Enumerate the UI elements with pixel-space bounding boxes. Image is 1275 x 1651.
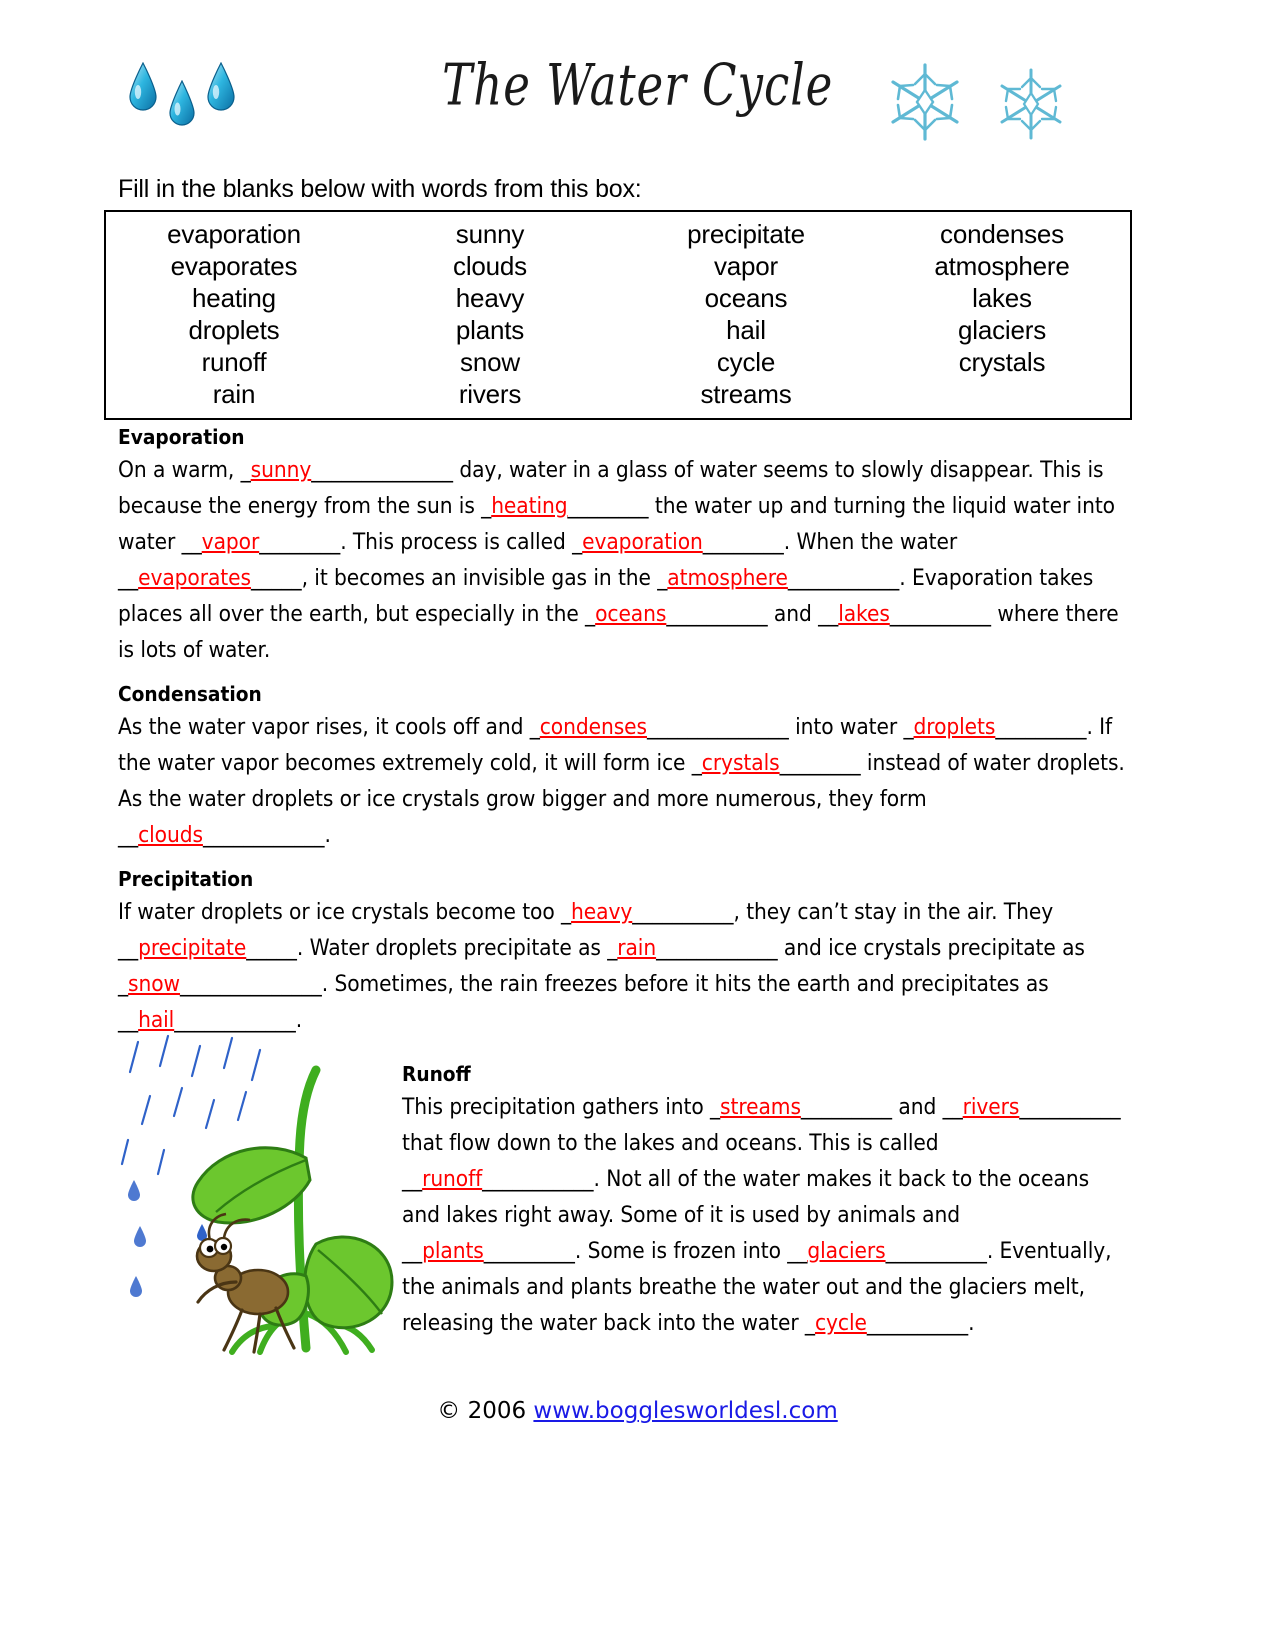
blank-lead-underscores: _ [560,899,572,925]
word-bank-item[interactable]: heating [192,283,276,313]
blank-lead-underscores: _ [529,714,540,740]
blank-line: __________ [1019,1094,1121,1120]
blank-answer[interactable]: snow [128,971,181,997]
blank-answer[interactable]: evaporation [582,529,703,555]
section-runoff [402,1062,1122,1341]
blank-answer[interactable]: evaporates [138,565,251,591]
blank-line: _____ [246,935,297,961]
paragraph-text: . [968,1310,975,1336]
blank-lead-underscores: __ [118,565,139,591]
word-bank-row [106,314,1130,346]
ant-under-leaf-in-rain-illustration [110,1030,400,1360]
fill-in-blank[interactable] [903,714,1086,740]
blank-line: ______________ [180,971,322,997]
blank-lead-underscores: _ [657,565,668,591]
blank-line: __________ [889,601,992,627]
paragraph-text: the water up and turning the liquid water into water [118,493,1115,555]
fill-in-blank[interactable] [805,1310,968,1336]
blank-answer[interactable]: atmosphere [667,565,788,591]
blank-lead-underscores: _ [481,493,492,519]
blank-line: ______________ [311,457,453,483]
paragraph-text: On a warm, [118,457,241,483]
paragraph-text: and [892,1094,943,1120]
blank-lead-underscores: __ [118,1007,139,1033]
blank-lead-underscores: __ [118,935,139,961]
paragraph-text: As the water vapor rises, it cools off and [118,714,530,740]
blank-answer[interactable]: heating [491,493,568,519]
blank-answer[interactable]: crystals [701,750,780,776]
page-title-text: The Water Cycle [441,51,834,120]
blank-line: ________ [779,750,861,776]
section-paragraph [118,894,1127,1038]
section-evaporation [118,425,1128,668]
word-bank-item[interactable]: runoff [201,347,267,377]
fill-in-blank[interactable] [402,1166,594,1192]
blank-lead-underscores: _ [804,1310,815,1336]
blank-lead-underscores: _ [607,935,618,961]
paragraph-text: instead of water droplets. As the water droplets or ice crystals grow bigger and more numerous, they form [118,750,1125,812]
word-bank-empty-cell [874,378,1130,410]
blank-line: ____________ [656,935,778,961]
blank-line: _________ [483,1238,575,1264]
word-bank-item[interactable]: droplets [188,315,280,345]
word-bank-item[interactable]: condenses [940,219,1064,249]
word-bank-item[interactable]: vapor [713,251,779,281]
blank-line: ___________ [482,1166,594,1192]
word-bank-item[interactable]: heavy [455,283,525,313]
blank-lead-underscores: __ [787,1238,808,1264]
footer [0,1398,1275,1424]
blank-line: ___________ [787,565,900,591]
fill-in-blank[interactable] [402,1238,575,1264]
word-bank-item[interactable]: evaporation [167,219,301,249]
blank-answer[interactable]: rivers [962,1094,1020,1120]
word-bank-item[interactable]: streams [700,379,792,409]
word-bank-item[interactable]: rain [212,379,256,409]
section-paragraph [118,452,1127,668]
section-paragraph [118,709,1127,853]
blank-line: ________ [259,529,341,555]
fill-in-blank[interactable] [118,822,324,848]
blank-line: __________ [885,1238,987,1264]
paragraph-text: into water [788,714,904,740]
blank-answer[interactable]: clouds [138,822,203,848]
paragraph-text: . If the water vapor becomes extremely cold, it will form ice [118,714,1113,776]
word-bank-item[interactable]: lakes [972,283,1032,313]
word-bank-row [106,378,1130,410]
blank-line: _________ [995,714,1087,740]
paragraph-text: . This process is called [340,529,573,555]
section-heading: Runoff [402,1062,471,1086]
paragraph-text: . Some is frozen into [574,1238,788,1264]
section-heading: Condensation [118,682,262,706]
fill-in-blank[interactable] [585,601,768,627]
fill-in-blank[interactable] [241,457,453,483]
word-bank-item[interactable]: glaciers [958,315,1046,345]
word-bank-item[interactable]: snow [460,347,520,377]
paragraph-text: . [324,822,331,848]
word-bank-row [106,218,1130,250]
fill-in-blank[interactable] [607,935,777,961]
paragraph-text: , they can’t stay in the air. They [733,899,1054,925]
word-bank-item[interactable]: hail [726,315,766,345]
blank-lead-underscores: _ [709,1094,721,1120]
paragraph-text: This precipitation gathers into [402,1094,710,1120]
word-bank-item[interactable]: evaporates [170,251,298,281]
word-bank-item[interactable]: rivers [458,379,522,409]
fill-in-blank[interactable] [561,899,734,925]
paragraph-text: , it becomes an invisible gas in the [301,565,658,591]
word-bank-item[interactable]: sunny [455,219,525,249]
blank-answer[interactable]: glaciers [807,1238,886,1264]
fill-in-blank[interactable] [182,529,341,555]
blank-answer[interactable]: streams [720,1094,801,1120]
instruction-text: Fill in the blanks below with words from this box: [118,175,642,203]
section-condensation [118,682,1128,853]
blank-lead-underscores: __ [942,1094,963,1120]
blank-line: ______________ [647,714,789,740]
blank-lead-underscores: _ [572,529,583,555]
fill-in-blank[interactable] [787,1238,987,1264]
paragraph-text: where there is lots of water. [118,601,1119,663]
fill-in-blank[interactable] [481,493,648,519]
fill-in-blank[interactable] [692,750,861,776]
section-heading: Evaporation [118,425,245,449]
blank-answer[interactable]: hail [138,1007,175,1033]
fill-in-blank[interactable] [118,565,302,591]
word-bank-item[interactable]: oceans [704,283,788,313]
blank-lead-underscores: __ [118,822,139,848]
fill-in-blank[interactable] [572,529,784,555]
blank-answer[interactable]: plants [422,1238,484,1264]
blank-answer[interactable]: runoff [422,1166,483,1192]
paragraph-text: that flow down to the lakes and oceans. This is called [402,1130,939,1156]
blank-answer[interactable]: oceans [595,601,667,627]
paragraph-text: . Evaporation takes places all over the earth, but especially in the [118,565,1094,627]
paragraph-text: . Not all of the water makes it back to the oceans and lakes right away. Some of it is used by animals and [402,1166,1090,1228]
paragraph-text: . Sometimes, the rain freezes before it hits the earth and precipitates as [321,971,1049,997]
section-paragraph [402,1089,1121,1341]
fill-in-blank[interactable] [530,714,789,740]
fill-in-blank[interactable] [118,935,297,961]
blank-lead-underscores: _ [585,601,596,627]
blank-line: __________ [632,899,734,925]
fill-in-blank[interactable] [818,601,991,627]
blank-answer[interactable]: vapor [201,529,260,555]
blank-answer[interactable]: lakes [838,601,890,627]
paragraph-text: . Eventually, the animals and plants breathe the water out and the glaciers melt, releasing the water back into the water [402,1238,1112,1336]
blank-lead-underscores: __ [402,1238,423,1264]
blank-answer[interactable]: heavy [571,899,633,925]
copyright-text: © 2006 [437,1398,534,1424]
blank-line: __________ [666,601,768,627]
paragraph-text: . [295,1007,303,1033]
blank-answer[interactable]: condenses [539,714,648,740]
blank-lead-underscores: __ [181,529,202,555]
blank-answer[interactable]: precipitate [138,935,247,961]
paragraph-text: and [767,601,819,627]
blank-lead-underscores: _ [240,457,251,483]
word-bank-row [106,250,1130,282]
fill-in-blank[interactable] [943,1094,1121,1120]
paragraph-text: and ice crystals precipitate as [777,935,1085,961]
blank-line: ____________ [202,822,325,848]
snowflakes-icon [885,60,1105,146]
word-bank-row [106,346,1130,378]
blank-answer[interactable]: sunny [250,457,312,483]
section-precipitation [118,867,1128,1038]
blank-lead-underscores: _ [691,750,702,776]
blank-answer[interactable]: rain [617,935,657,961]
blank-line: _________ [800,1094,893,1120]
word-bank-item[interactable]: cycle [716,347,776,377]
word-bank-row [106,282,1130,314]
word-bank-item[interactable]: crystals [958,347,1046,377]
blank-line: ________ [702,529,784,555]
paragraph-text: If water droplets or ice crystals become too [118,899,561,925]
blank-line: _____ [250,565,302,591]
blank-lead-underscores: __ [818,601,839,627]
paragraph-text: . When the water [783,529,958,555]
paragraph-text: day, water in a glass of water seems to slowly disappear. This is because the energy from the sun is [118,457,1104,519]
fill-in-blank[interactable] [710,1094,892,1120]
fill-in-blank[interactable] [118,971,322,997]
blank-line: ____________ [174,1007,296,1033]
word-bank-item[interactable]: precipitate [687,219,805,249]
word-bank-item[interactable]: atmosphere [934,251,1070,281]
fill-in-blank[interactable] [657,565,899,591]
page-header [0,0,1275,150]
word-bank-item[interactable]: clouds [453,251,527,281]
bogglesworld-link[interactable]: www.bogglesworldesl.com [533,1398,838,1424]
word-bank-box [104,210,1132,420]
blank-line: ________ [567,493,649,519]
blank-lead-underscores: _ [903,714,914,740]
blank-lead-underscores: __ [402,1166,423,1192]
word-bank-item[interactable]: plants [455,315,525,345]
blank-answer[interactable]: cycle [814,1310,867,1336]
blank-line: __________ [866,1310,969,1336]
section-heading: Precipitation [118,867,254,891]
paragraph-text: . Water droplets precipitate as [296,935,608,961]
blank-answer[interactable]: droplets [913,714,996,740]
blank-lead-underscores: _ [118,971,129,997]
